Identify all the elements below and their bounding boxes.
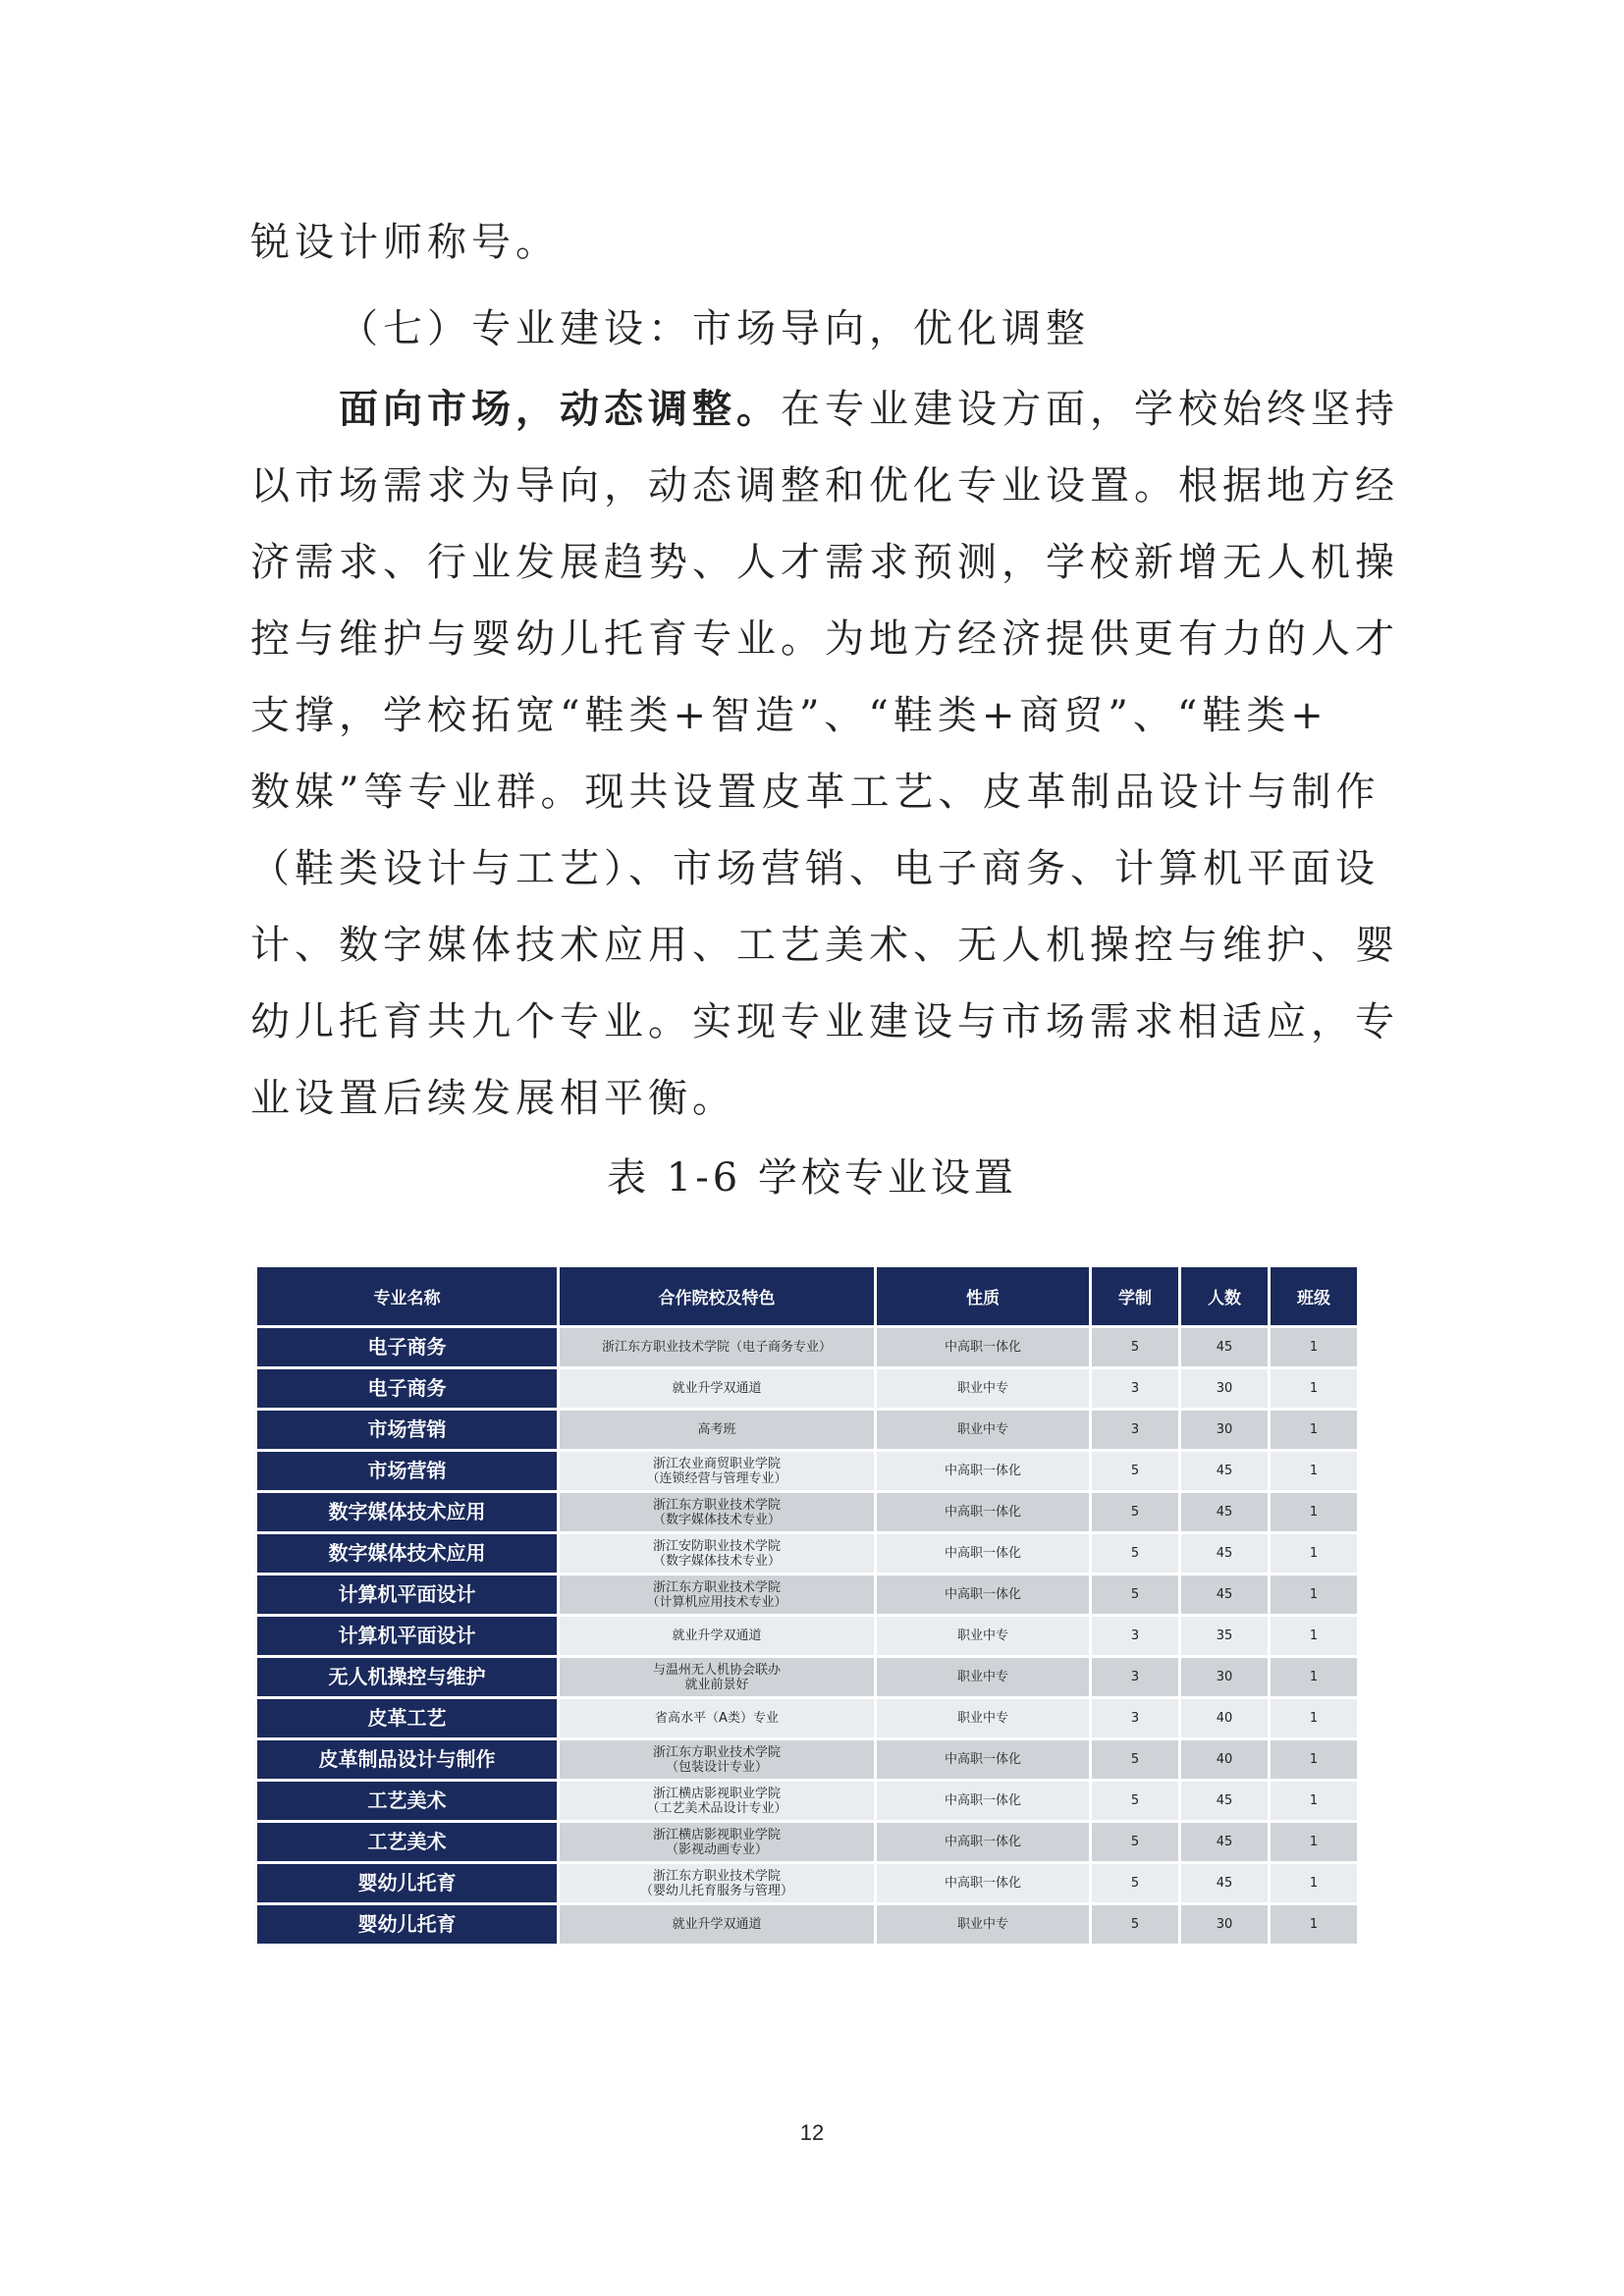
classes-cell: 1 <box>1271 1864 1357 1902</box>
type-cell: 中高职一体化 <box>877 1740 1089 1779</box>
table-row <box>257 1493 1357 1531</box>
type-cell: 中高职一体化 <box>877 1452 1089 1490</box>
years-cell: 3 <box>1092 1411 1178 1449</box>
body-line: 控与维护与婴幼儿托育专业。为地方经济提供更有力的人才 <box>250 616 1399 662</box>
type-cell: 中高职一体化 <box>877 1493 1089 1531</box>
partner-cell: 就业升学双通道 <box>560 1617 874 1655</box>
type-cell: 中高职一体化 <box>877 1534 1089 1573</box>
body-first-line <box>339 371 1478 448</box>
partner-cell: 浙江横店影视职业学院 （影视动画专业） <box>560 1823 874 1861</box>
table-row <box>257 1617 1357 1655</box>
students-cell: 45 <box>1181 1782 1268 1820</box>
major-name-cell: 计算机平面设计 <box>257 1575 557 1614</box>
table-row <box>257 1658 1357 1696</box>
students-cell: 45 <box>1181 1452 1268 1490</box>
students-cell: 30 <box>1181 1658 1268 1696</box>
classes-cell: 1 <box>1271 1493 1357 1531</box>
table-row <box>257 1782 1357 1820</box>
students-cell: 45 <box>1181 1534 1268 1573</box>
type-cell: 职业中专 <box>877 1617 1089 1655</box>
students-cell: 40 <box>1181 1699 1268 1737</box>
major-name-cell: 工艺美术 <box>257 1782 557 1820</box>
years-cell: 5 <box>1092 1575 1178 1614</box>
header-cell-partner: 合作院校及特色 <box>560 1267 874 1325</box>
students-cell: 40 <box>1181 1740 1268 1779</box>
body-line: 计、数字媒体技术应用、工艺美术、无人机操控与维护、婴 <box>250 923 1399 968</box>
body-line: 以市场需求为导向，动态调整和优化专业设置。根据地方经 <box>250 463 1399 508</box>
page-number: 12 <box>799 2120 825 2145</box>
years-cell: 5 <box>1092 1905 1178 1944</box>
classes-cell: 1 <box>1271 1575 1357 1614</box>
students-cell: 45 <box>1181 1864 1268 1902</box>
years-cell: 5 <box>1092 1782 1178 1820</box>
table-row <box>257 1369 1357 1408</box>
partner-cell: 浙江东方职业技术学院 （数字媒体技术专业） <box>560 1493 874 1531</box>
years-cell: 3 <box>1092 1369 1178 1408</box>
classes-cell: 1 <box>1271 1617 1357 1655</box>
partner-cell: 浙江东方职业技术学院 （婴幼儿托育服务与管理） <box>560 1864 874 1902</box>
major-name-cell: 皮革制品设计与制作 <box>257 1740 557 1779</box>
years-cell: 5 <box>1092 1493 1178 1531</box>
classes-cell: 1 <box>1271 1369 1357 1408</box>
body-first-line-rest: 在专业建设方面，学校始终坚持 <box>781 387 1399 432</box>
classes-cell: 1 <box>1271 1699 1357 1737</box>
major-name-cell: 数字媒体技术应用 <box>257 1493 557 1531</box>
students-cell: 35 <box>1181 1617 1268 1655</box>
students-cell: 30 <box>1181 1411 1268 1449</box>
years-cell: 5 <box>1092 1534 1178 1573</box>
body-line: 业设置后续发展相平衡。 <box>250 1076 736 1121</box>
major-name-cell: 电子商务 <box>257 1369 557 1408</box>
type-cell: 职业中专 <box>877 1369 1089 1408</box>
classes-cell: 1 <box>1271 1905 1357 1944</box>
students-cell: 45 <box>1181 1328 1268 1366</box>
partner-cell: 浙江农业商贸职业学院 （连锁经营与管理专业） <box>560 1452 874 1490</box>
header-cell-type: 性质 <box>877 1267 1089 1325</box>
table-row <box>257 1452 1357 1490</box>
body-line: 支撑，学校拓宽“鞋类+智造”、“鞋类+商贸”、“鞋类+ <box>250 693 1328 738</box>
major-name-cell: 电子商务 <box>257 1328 557 1366</box>
type-cell: 中高职一体化 <box>877 1782 1089 1820</box>
partner-cell: 就业升学双通道 <box>560 1369 874 1408</box>
classes-cell: 1 <box>1271 1328 1357 1366</box>
partner-cell: 高考班 <box>560 1411 874 1449</box>
header-cell-years: 学制 <box>1092 1267 1178 1325</box>
major-name-cell: 市场营销 <box>257 1411 557 1449</box>
type-cell: 中高职一体化 <box>877 1328 1089 1366</box>
table-row <box>257 1575 1357 1614</box>
partner-cell: 浙江东方职业技术学院 （计算机应用技术专业） <box>560 1575 874 1614</box>
type-cell: 职业中专 <box>877 1658 1089 1696</box>
students-cell: 30 <box>1181 1905 1268 1944</box>
students-cell: 45 <box>1181 1823 1268 1861</box>
years-cell: 3 <box>1092 1658 1178 1696</box>
major-name-cell: 婴幼儿托育 <box>257 1905 557 1944</box>
body-line: 幼儿托育共九个专业。实现专业建设与市场需求相适应，专 <box>250 999 1399 1044</box>
years-cell: 5 <box>1092 1740 1178 1779</box>
type-cell: 职业中专 <box>877 1699 1089 1737</box>
table-row <box>257 1328 1357 1366</box>
body-lead: 面向市场，动态调整。 <box>339 386 781 432</box>
years-cell: 5 <box>1092 1823 1178 1861</box>
classes-cell: 1 <box>1271 1452 1357 1490</box>
table-row <box>257 1864 1357 1902</box>
header-cell-name: 专业名称 <box>257 1267 557 1325</box>
table-row <box>257 1823 1357 1861</box>
years-cell: 5 <box>1092 1452 1178 1490</box>
years-cell: 5 <box>1092 1328 1178 1366</box>
table-row <box>257 1411 1357 1449</box>
header-cell-students: 人数 <box>1181 1267 1268 1325</box>
type-cell: 职业中专 <box>877 1411 1089 1449</box>
section-heading: （七）专业建设：市场导向，优化调整 <box>339 306 1090 351</box>
students-cell: 45 <box>1181 1575 1268 1614</box>
table-row <box>257 1699 1357 1737</box>
header-cell-classes: 班级 <box>1271 1267 1357 1325</box>
partner-cell: 省高水平（A类）专业 <box>560 1699 874 1737</box>
years-cell: 5 <box>1092 1864 1178 1902</box>
major-name-cell: 婴幼儿托育 <box>257 1864 557 1902</box>
partner-cell: 浙江东方职业技术学院 （包装设计专业） <box>560 1740 874 1779</box>
major-name-cell: 皮革工艺 <box>257 1699 557 1737</box>
type-cell: 职业中专 <box>877 1905 1089 1944</box>
partner-cell: 就业升学双通道 <box>560 1905 874 1944</box>
classes-cell: 1 <box>1271 1823 1357 1861</box>
type-cell: 中高职一体化 <box>877 1575 1089 1614</box>
years-cell: 3 <box>1092 1699 1178 1737</box>
partner-cell: 浙江横店影视职业学院 （工艺美术品设计专业） <box>560 1782 874 1820</box>
type-cell: 中高职一体化 <box>877 1864 1089 1902</box>
table-body <box>257 1328 1357 1944</box>
partner-cell: 与温州无人机协会联办 就业前景好 <box>560 1658 874 1696</box>
major-name-cell: 数字媒体技术应用 <box>257 1534 557 1573</box>
classes-cell: 1 <box>1271 1782 1357 1820</box>
classes-cell: 1 <box>1271 1411 1357 1449</box>
body-line: （鞋类设计与工艺）、市场营销、电子商务、计算机平面设 <box>250 846 1380 891</box>
table-caption: 表 1-6 学校专业设置 <box>607 1155 1017 1201</box>
body-line: 济需求、行业发展趋势、人才需求预测，学校新增无人机操 <box>250 540 1399 585</box>
table-header-row <box>257 1267 1357 1325</box>
partner-cell: 浙江东方职业技术学院（电子商务专业） <box>560 1328 874 1366</box>
students-cell: 45 <box>1181 1493 1268 1531</box>
major-name-cell: 工艺美术 <box>257 1823 557 1861</box>
classes-cell: 1 <box>1271 1534 1357 1573</box>
table-row <box>257 1905 1357 1944</box>
years-cell: 3 <box>1092 1617 1178 1655</box>
partner-cell: 浙江安防职业技术学院 （数字媒体技术专业） <box>560 1534 874 1573</box>
paragraph-tail: 锐设计师称号。 <box>250 220 560 265</box>
table-row <box>257 1740 1357 1779</box>
classes-cell: 1 <box>1271 1740 1357 1779</box>
major-name-cell: 市场营销 <box>257 1452 557 1490</box>
type-cell: 中高职一体化 <box>877 1823 1089 1861</box>
table-row <box>257 1534 1357 1573</box>
body-line: 数媒”等专业群。现共设置皮革工艺、皮革制品设计与制作 <box>250 770 1380 815</box>
classes-cell: 1 <box>1271 1658 1357 1696</box>
majors-table <box>254 1264 1360 1947</box>
major-name-cell: 计算机平面设计 <box>257 1617 557 1655</box>
major-name-cell: 无人机操控与维护 <box>257 1658 557 1696</box>
students-cell: 30 <box>1181 1369 1268 1408</box>
